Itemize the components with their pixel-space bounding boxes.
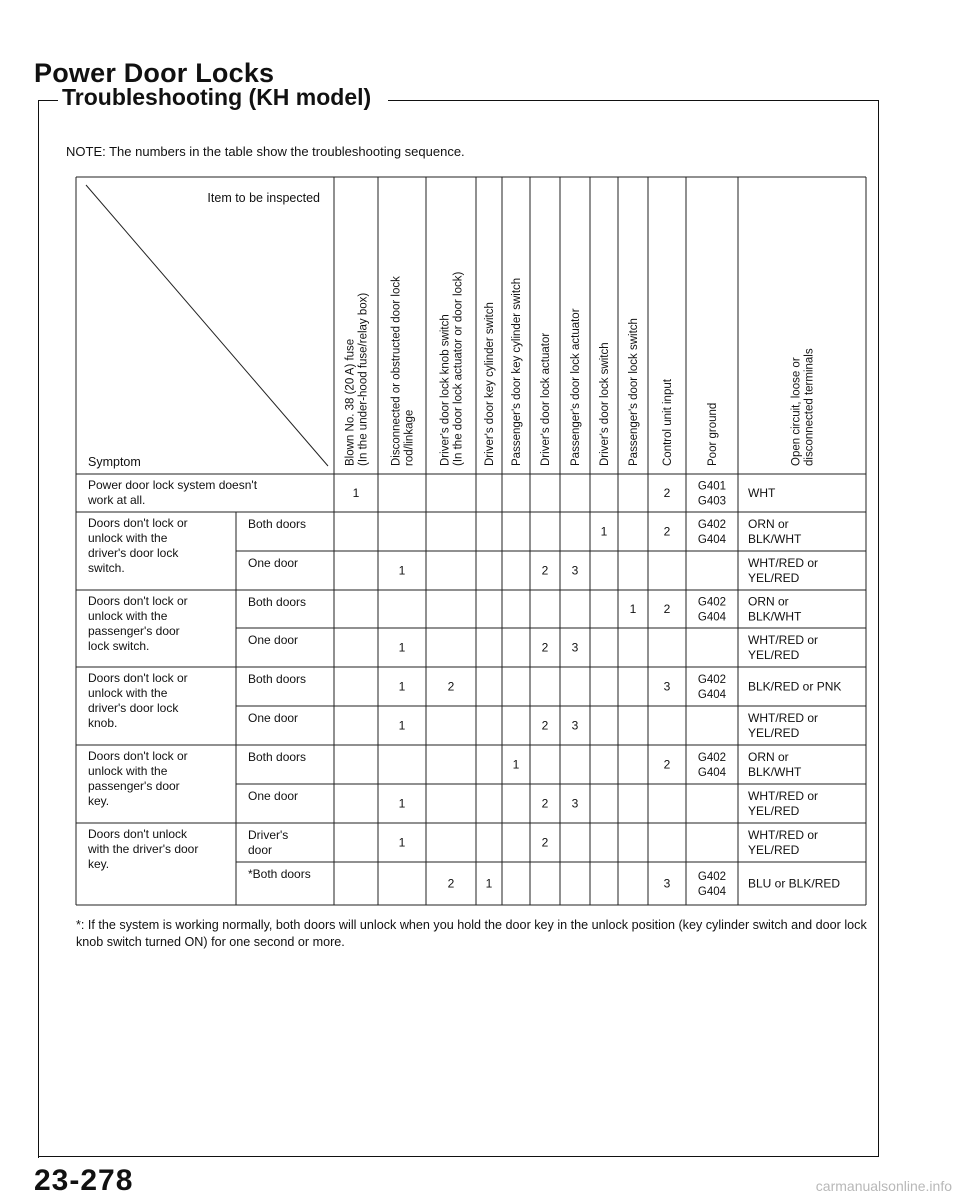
wire-color: WHT	[748, 486, 776, 500]
column-header-label: Driver's door key cylinder switch	[484, 302, 496, 466]
sequence-number: 2	[447, 876, 455, 891]
sequence-number: 1	[512, 757, 520, 772]
symptom-label: passenger's door	[88, 624, 180, 638]
symptom-label: Doors don't lock or	[88, 749, 188, 763]
wire-color: WHT/RED or	[748, 633, 818, 647]
symptom-label: key.	[88, 857, 110, 871]
wire-color: BLK/WHT	[748, 609, 802, 624]
page-title: Power Door Locks	[34, 58, 275, 88]
column-header-label: (In the door lock actuator or door lock)	[452, 271, 465, 466]
wire-color: ORN or	[748, 517, 789, 531]
wire-color: ORN or	[748, 594, 789, 609]
wire-color: BLU or BLK/RED	[748, 876, 841, 891]
column-header-label: Passenger's door lock actuator	[570, 308, 582, 466]
column-header-label: Driver's door lock switch	[599, 342, 611, 466]
column-header-label: Driver's door lock actuator	[540, 332, 552, 466]
sequence-number: 2	[541, 835, 549, 850]
section-subtitle: Troubleshooting (KH model)	[62, 84, 372, 110]
sequence-number: 1	[600, 524, 608, 539]
sequence-number: 1	[398, 718, 406, 733]
symptom-label: Doors don't lock or	[88, 516, 188, 530]
symptom-label: switch.	[88, 561, 125, 575]
ground-code: G404	[697, 689, 727, 701]
condition-label: One door	[248, 556, 299, 570]
ground-code: G402	[697, 871, 727, 883]
sequence-number: 3	[663, 876, 671, 891]
column-header-label: Passenger's door key cylinder switch	[511, 277, 523, 466]
wire-color: BLK/RED or PNK	[748, 679, 842, 694]
symptom-label: knob.	[88, 716, 118, 730]
sequence-number: 1	[398, 835, 406, 850]
sequence-number: 2	[447, 679, 455, 694]
column-header-label: disconnected terminals	[803, 348, 816, 466]
ground-code: G404	[697, 611, 727, 624]
sequence-number: 3	[571, 796, 579, 811]
condition-label: One door	[248, 789, 299, 803]
sequence-number: 1	[485, 876, 493, 891]
wire-color: WHT/RED or	[748, 789, 818, 803]
condition-label: One door	[248, 633, 299, 647]
sequence-number: 2	[541, 718, 549, 733]
column-header-label: Open circuit, loose or	[790, 357, 803, 466]
symptom-label: unlock with the	[88, 764, 168, 778]
column-header-label: Poor ground	[707, 402, 719, 466]
sequence-number: 1	[398, 796, 406, 811]
ground-code: G404	[697, 534, 727, 546]
ground-code: G402	[697, 752, 727, 764]
sequence-number: 2	[663, 602, 671, 616]
symptom-label: unlock with the	[88, 686, 168, 700]
corner-diagonal	[86, 185, 328, 466]
sequence-number: 1	[398, 563, 406, 578]
sequence-number: 2	[541, 563, 549, 578]
wire-color: BLK/WHT	[748, 765, 802, 779]
wire-color: YEL/RED	[748, 571, 800, 585]
ground-code: G402	[697, 596, 727, 609]
symptom-label: passenger's door	[88, 779, 180, 793]
symptom-label: unlock with the	[88, 609, 168, 623]
sequence-number: 2	[541, 640, 549, 655]
condition-label: door	[248, 843, 273, 857]
ground-code: G404	[697, 886, 727, 898]
sequence-number: 3	[571, 640, 579, 655]
column-header-label: Control unit input	[662, 379, 674, 466]
corner-symptom-label: Symptom	[88, 455, 141, 469]
symptom-label: work at all.	[88, 493, 146, 507]
symptom-label: driver's door lock	[88, 546, 179, 560]
symptom-label: unlock with the	[88, 531, 168, 545]
column-header-label: rod/linkage	[403, 409, 416, 466]
sequence-number: 2	[663, 524, 671, 539]
symptom-label: lock switch.	[88, 639, 150, 653]
condition-label: Both doors	[248, 517, 307, 531]
corner-item-label: Item to be inspected	[207, 191, 320, 205]
sequence-number: 2	[541, 796, 549, 811]
column-header-label: (In the under-hood fuse/relay box)	[357, 292, 370, 466]
sequence-number: 1	[398, 679, 406, 694]
symptom-label: Doors don't unlock	[88, 827, 188, 841]
symptom-label: Doors don't lock or	[88, 594, 188, 608]
condition-label: Driver's	[248, 828, 289, 842]
column-header-label: Passenger's door lock switch	[628, 318, 640, 466]
condition-label: One door	[248, 711, 299, 725]
sequence-number: 2	[663, 486, 671, 500]
column-header-label: Disconnected or obstructed door lock	[390, 276, 403, 466]
wire-color: ORN or	[748, 750, 789, 764]
sequence-number: 1	[352, 486, 360, 500]
wire-color: WHT/RED or	[748, 828, 818, 842]
wire-color: BLK/WHT	[748, 532, 802, 546]
sequence-number: 3	[571, 563, 579, 578]
symptom-label: Power door lock system doesn't	[88, 478, 258, 492]
column-header-label: Driver's door lock knob switch	[439, 314, 452, 466]
condition-label: Both doors	[248, 672, 307, 686]
wire-color: WHT/RED or	[748, 711, 818, 725]
column-header-label: Blown No. 38 (20 A) fuse	[344, 338, 357, 466]
wire-color: WHT/RED or	[748, 556, 818, 570]
ground-code: G402	[697, 674, 727, 686]
watermark: carmanualsonline.info	[815, 1178, 952, 1194]
table-note: NOTE: The numbers in the table show the troubleshooting sequence.	[66, 144, 465, 159]
ground-code: G404	[697, 767, 727, 779]
wire-color: YEL/RED	[748, 804, 800, 818]
wire-color: YEL/RED	[748, 843, 800, 857]
symptom-label: with the driver's door	[88, 842, 199, 856]
ground-code: G401	[697, 480, 727, 493]
symptom-label: driver's door lock	[88, 701, 179, 715]
ground-code: G403	[697, 495, 727, 508]
condition-label: Both doors	[248, 595, 307, 609]
sequence-number: 3	[663, 679, 671, 694]
symptom-label: Doors don't lock or	[88, 671, 188, 685]
ground-code: G402	[697, 519, 727, 531]
condition-label: Both doors	[248, 750, 307, 764]
page-number: 23-278	[34, 1164, 134, 1197]
condition-label: *Both doors	[248, 867, 311, 881]
wire-color: YEL/RED	[748, 648, 800, 662]
sequence-number: 1	[398, 640, 406, 655]
symptom-label: key.	[88, 794, 110, 808]
sequence-number: 3	[571, 718, 579, 733]
sequence-number: 2	[663, 757, 671, 772]
sequence-number: 1	[629, 602, 637, 616]
table-footnote: *: If the system is working normally, both doors will unlock when you hold the door key in the unlock position (key cylinder switch and door lock knob switch turned ON) for one second or more.	[76, 918, 867, 949]
wire-color: YEL/RED	[748, 726, 800, 740]
